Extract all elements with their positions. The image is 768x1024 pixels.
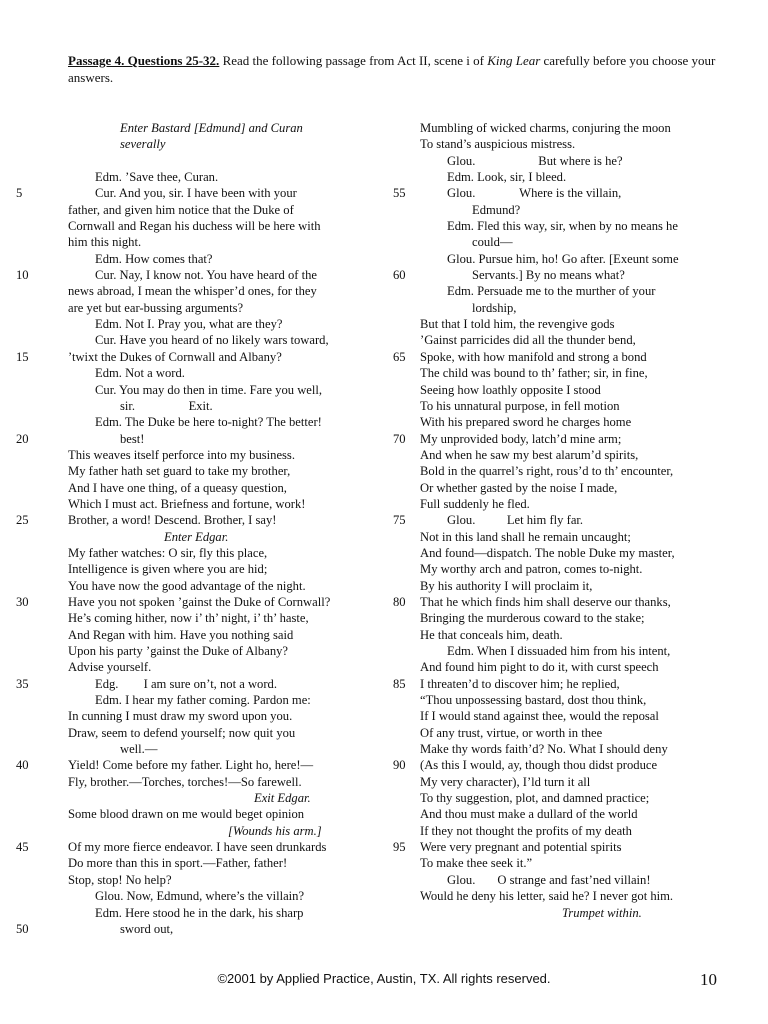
line-number: 40 [16,758,29,773]
text-line [420,169,730,185]
line-text: Edmund? [472,202,521,217]
line-number: 20 [16,431,29,446]
line-text: Advise yourself. [68,660,152,675]
text-line [420,610,730,626]
line-text: Edm. ’Save thee, Curan. [95,170,219,185]
text-line [68,855,378,871]
line-text: lordship, [472,300,517,315]
line-text: Edm. When I dissuaded him from his intent, [447,644,671,658]
text-line [68,692,378,708]
line-text: My unprovided body, latch’d mine arm; [420,431,622,446]
line-text: To thy suggestion, plot, and damned practice; [420,791,650,806]
line-text: To make thee seek it.” [420,856,533,871]
text-line [68,741,378,757]
text-line [68,365,378,381]
line-text: Servants.] By no means what? [472,268,625,283]
line-text: are yet but ear-bussing arguments? [68,300,244,315]
line-text: If I would stand against thee, would the reposal [420,709,659,724]
text-line [420,741,730,757]
text-line [68,169,378,185]
line-text: My father watches: O sir, fly this place, [68,545,268,560]
line-text: And found him pight to do it, with curst speech [420,660,659,675]
text-line [68,251,378,267]
line-text: Bringing the murderous coward to the stake; [420,611,645,626]
line-text: Glou. Let him fly far. [447,513,584,528]
line-text: That he which finds him shall deserve our thanks, [420,594,671,609]
line-text: Glou. Now, Edmund, where’s the villain? [95,889,305,904]
text-line [420,888,730,904]
text-line [393,267,730,283]
line-text: Cur. You may do then in time. Fare you well, [95,382,323,397]
text-line [68,872,378,888]
line-text: father, and given him notice that the Duke of [68,202,294,217]
line-text: To stand’s auspicious mistress. [420,137,576,152]
text-line [68,463,378,479]
line-text: Edm. I hear my father coming. Pardon me: [95,693,311,708]
text-line [420,855,730,871]
line-text: And I have one thing, of a queasy question, [68,480,287,495]
line-text: Of my more fierce endeavor. I have seen drunkards [68,840,327,855]
text-line [420,382,730,398]
line-text: ’twixt the Dukes of Cornwall and Albany? [68,349,282,364]
text-line [420,463,730,479]
text-line [420,365,730,381]
line-text: Have you not spoken ’gainst the Duke of Cornwall? [68,594,331,609]
line-text: Exit Edgar. [254,791,311,806]
text-line [68,496,378,512]
line-text: could— [472,235,513,250]
line-text: Bold in the quarrel’s right, rous’d to th’ encounter, [420,464,674,479]
line-text: Fly, brother.—Torches, torches!—So farewell. [68,774,302,789]
line-text: severally [120,137,166,152]
text-line [16,921,378,937]
line-number: 15 [16,349,29,364]
passage-label: Passage 4. Questions 25-32. [68,53,220,68]
line-number: 75 [393,513,406,528]
text-line [420,218,730,234]
text-line [420,234,730,250]
text-line [68,659,378,675]
text-line [393,431,730,447]
line-text: well.— [120,742,158,757]
line-number: 45 [16,840,29,855]
line-number: 35 [16,676,29,691]
text-line [16,839,378,855]
text-line [420,251,730,267]
line-text: He’s coming hither, now i’ th’ night, i’ th’ haste, [68,611,309,626]
text-line [420,480,730,496]
line-text: And Regan with him. Have you nothing said [68,627,294,642]
line-text: Enter Bastard [Edmund] and Curan [120,121,303,135]
text-line [68,202,378,218]
text-line [420,790,730,806]
line-text: My worthy arch and patron, comes to-night. [420,562,643,577]
text-line [16,594,378,610]
text-line [420,120,730,136]
text-line [420,136,730,152]
line-number: 60 [393,268,406,283]
line-number: 50 [16,921,29,936]
text-line [68,234,378,250]
line-number: 25 [16,513,29,528]
line-number: 85 [393,676,406,691]
line-text: By his authority I will proclaim it, [420,578,593,593]
line-text: He that conceals him, death. [420,627,563,642]
line-text: Edm. Look, sir, I bleed. [447,170,567,185]
text-line [68,398,378,414]
header-text-before: Read the following passage from Act II, scene i of [219,53,488,68]
line-text: [Wounds his arm.] [228,823,322,838]
line-text: “Thou unpossessing bastard, dost thou think, [420,693,647,708]
text-line [393,594,730,610]
text-line [420,692,730,708]
text-line [68,447,378,463]
line-number: 70 [393,431,406,446]
line-text: Glou. But where is he? [447,153,623,168]
line-text: Mumbling of wicked charms, conjuring the moon [420,121,671,135]
text-line [68,823,378,839]
line-text: My father hath set guard to take my brother, [68,464,291,479]
line-text: If they not thought the profits of my death [420,823,632,838]
line-text: Some blood drawn on me would beget opinion [68,807,305,822]
text-line [68,888,378,904]
text-line [16,431,378,447]
line-text: Trumpet within. [562,905,642,920]
line-text: him this night. [68,235,142,250]
text-line [68,300,378,316]
line-text: Glou. Where is the villain, [447,186,622,201]
line-text: Were very pregnant and potential spirits [420,840,622,855]
text-line [68,414,378,430]
text-line [68,643,378,659]
line-text: And when he saw my best alarum’d spirits, [420,447,639,462]
text-line [68,790,378,806]
line-text: ’Gainst parricides did all the thunder bend, [420,333,636,348]
text-line [68,136,378,152]
text-line [68,332,378,348]
text-line [420,545,730,561]
text-line [68,627,378,643]
line-text: Edm. Here stood he in the dark, his sharp [95,905,304,920]
header-text-after: carefully before you choose your answers. [68,53,716,85]
text-line [68,774,378,790]
line-text: best! [120,431,145,446]
text-line [68,725,378,741]
line-text: sir. Exit. [120,398,213,413]
text-line [393,349,730,365]
text-line [420,283,730,299]
line-text: Yield! Come before my father. Light ho, here!— [68,758,314,773]
line-text: Which I must act. Briefness and fortune, work! [68,496,306,511]
text-line [420,627,730,643]
text-line [68,561,378,577]
text-line [420,774,730,790]
line-text: My very character), I’ld turn it all [420,774,591,789]
line-text: Brother, a word! Descend. Brother, I say! [68,513,277,528]
line-text: Stop, stop! No help? [68,872,172,887]
text-line [393,512,730,528]
text-line [16,512,378,528]
line-text: In cunning I must draw my sword upon you. [68,709,293,724]
line-number: 95 [393,840,406,855]
line-text: But that I told him, the revengive gods [420,317,615,332]
line-text: (As this I would, ay, though thou didst produce [420,758,658,773]
text-line [420,398,730,414]
line-text: Would he deny his letter, said he? I never got him. [420,889,674,904]
line-text: Make thy words faith’d? No. What I should deny [420,742,668,757]
line-text: You have now the good advantage of the night. [68,578,306,593]
text-line [393,757,730,773]
line-text: And found—dispatch. The noble Duke my master, [420,545,675,560]
play-title: King Lear [487,53,541,68]
text-line [68,120,378,136]
text-line [68,529,378,545]
line-text: With his prepared sword he charges home [420,415,632,430]
line-text: Cur. Have you heard of no likely wars toward, [95,333,329,348]
line-text: To his unnatural purpose, in fell motion [420,398,620,413]
line-text: Do more than this in sport.—Father, father! [68,856,288,871]
line-text: Or whether gasted by the noise I made, [420,480,618,495]
line-text: Intelligence is given where you are hid; [68,562,268,577]
line-text: Glou. Pursue him, ho! Go after. [Exeunt some [447,251,679,266]
line-text: Spoke, with how manifold and strong a bond [420,349,647,364]
line-text: I threaten’d to discover him; he replied, [420,676,620,691]
text-line [393,185,730,201]
line-text: Edm. Not a word. [95,366,185,381]
line-text: news abroad, I mean the whisper’d ones, for they [68,284,317,299]
line-text: Cur. And you, sir. I have been with your [95,186,297,201]
text-line [68,382,378,398]
line-text: Edm. How comes that? [95,251,213,266]
text-line [68,578,378,594]
text-line [68,905,378,921]
line-text: Seeing how loathly opposite I stood [420,382,601,397]
line-text: The child was bound to th’ father; sir, in fine, [420,366,648,381]
text-line [420,578,730,594]
line-text: sword out, [120,921,174,936]
line-number: 90 [393,758,406,773]
line-number: 30 [16,594,29,609]
line-text: Full suddenly he fled. [420,496,530,511]
line-text: Upon his party ’gainst the Duke of Albany? [68,644,288,658]
line-text: Edm. Persuade me to the murther of your [447,284,656,299]
text-line [420,153,730,169]
left-column [16,120,378,937]
text-line [420,708,730,724]
text-line [420,561,730,577]
line-text: And thou must make a dullard of the world [420,807,638,822]
text-line [16,349,378,365]
line-number: 5 [16,186,23,201]
text-line [420,659,730,675]
text-line [420,300,730,316]
line-text: Enter Edgar. [164,529,229,544]
text-line [393,676,730,692]
line-text: This weaves itself perforce into my business. [68,447,295,462]
text-line [68,545,378,561]
line-text: Draw, seem to defend yourself; now quit you [68,725,296,740]
text-line [68,806,378,822]
text-line [420,529,730,545]
text-line [68,218,378,234]
text-line [16,757,378,773]
line-text: Glou. O strange and fast’ned villain! [447,872,651,887]
text-line [420,202,730,218]
text-line [420,872,730,888]
text-line [393,839,730,855]
line-text: Edm. The Duke be here to-night? The better! [95,415,322,430]
text-line [420,316,730,332]
text-line [68,480,378,496]
line-number: 80 [393,594,406,609]
line-text: Edm. Fled this way, sir, when by no means he [447,219,678,234]
right-column [393,120,730,921]
line-number: 65 [393,349,406,364]
text-line [16,676,378,692]
text-line [420,332,730,348]
text-line [420,806,730,822]
text-line [68,316,378,332]
line-text: Of any trust, virtue, or worth in thee [420,725,603,740]
text-line [68,708,378,724]
text-line [420,496,730,512]
passage-header [68,52,718,86]
text-line [68,153,378,169]
line-text: Not in this land shall he remain uncaught; [420,529,631,544]
text-line [68,283,378,299]
text-line [420,414,730,430]
line-text: Edm. Not I. Pray you, what are they? [95,317,283,332]
line-number: 55 [393,186,406,201]
line-text: Edg. I am sure on’t, not a word. [95,676,277,691]
text-line [68,610,378,626]
text-line [16,185,378,201]
line-number: 10 [16,268,29,283]
text-line [420,447,730,463]
text-line [16,267,378,283]
page-number: 10 [700,970,717,989]
copyright-footer: ©2001 by Applied Practice, Austin, TX. All rights reserved. [217,971,551,986]
text-line [420,823,730,839]
text-line [420,725,730,741]
line-text: Cur. Nay, I know not. You have heard of the [95,268,317,283]
line-text: Cornwall and Regan his duchess will be here with [68,219,321,234]
text-line [420,905,730,921]
text-line [420,643,730,659]
